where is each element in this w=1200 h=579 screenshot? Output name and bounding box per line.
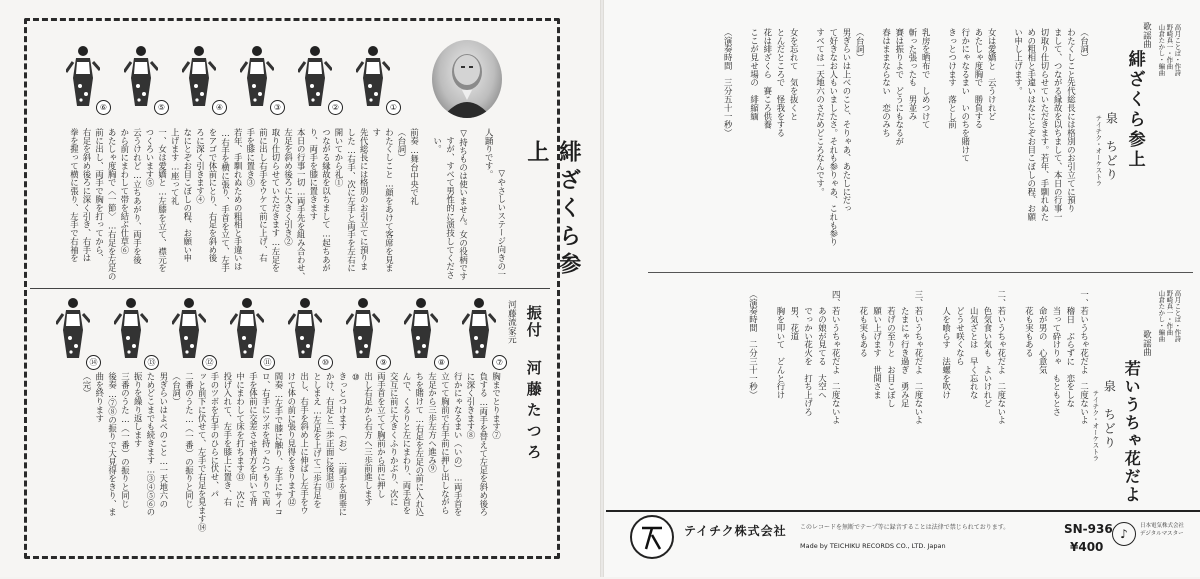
text-column: 前に出し右手をウケて前に上げ、右 xyxy=(258,128,269,263)
text-column: まして、つながる縁故を以ちまして、本日の行事一 xyxy=(1053,28,1064,221)
text-column: 後奏…⑦⑧の振りで大見得をきり、ま xyxy=(107,372,118,517)
song2-singer: 泉 ちどり xyxy=(1102,380,1117,450)
text-column: をアゴで体前にとり、右足を斜め後 xyxy=(207,128,218,263)
text-column: （台詞） xyxy=(396,128,407,162)
text-column: とんだところで 怪我をする xyxy=(775,28,786,138)
text-column: 色気食い気も よいけれど xyxy=(982,290,993,408)
text-column: （台詞） xyxy=(855,28,866,62)
text-column: つくろいます⑤ xyxy=(144,128,155,187)
text-column: 開いてから礼① xyxy=(333,128,344,187)
text-column: 負する…両手を替えて左足を斜め後ろ xyxy=(478,372,489,517)
song-divider xyxy=(648,272,1193,273)
choreographer-portrait xyxy=(432,40,502,118)
text-column: （演奏時間 三分五十一秒） xyxy=(723,28,734,138)
text-column: 一、女は愛嬌と…左膝を立て、襟元を xyxy=(157,128,168,273)
figure-number: ⑩ xyxy=(318,355,333,370)
text-column: 山気ざとは 早く忘れな xyxy=(969,290,980,400)
text-column: すべては一天地六のさだめどころなんです。 xyxy=(815,28,826,196)
text-column: 二番のうた…（一番）の振りと同じ xyxy=(184,372,195,508)
text-column: 胸を叩いて どんと行け xyxy=(775,290,786,400)
text-column: 先代総長には格別のお引立てに預りま xyxy=(359,128,370,271)
text-column: 四、若いうちゃ花だよ 二度ないよ xyxy=(831,290,842,425)
song2-title: 若いうちゃ花だよ xyxy=(1122,360,1142,504)
text-column: 前奏…舞台中央で礼 xyxy=(409,128,420,206)
text-column: て好きなお人もいましたさ。それも参りゃあ、これも参り xyxy=(828,28,839,247)
text-column: 春はままならない 恋のみち xyxy=(881,28,892,138)
figure-number: ⑭ xyxy=(86,355,101,370)
text-column: 立てて胸前で右手前に押し出しながら xyxy=(440,372,451,515)
song1-singer: 泉 ちどり xyxy=(1104,112,1119,182)
text-column: から前にまわして帯を結ぶ仕草⑥ xyxy=(119,128,130,254)
text-column: わたくしこと…顔をあけて客席を見ま xyxy=(384,128,395,273)
text-column: 中にまわして床を打ちます⑬ 次に xyxy=(235,372,246,508)
text-column: い申し上げます。 xyxy=(1013,28,1024,96)
text-column: ちを賭けて…右足を左足の前に入れ込 xyxy=(414,372,425,517)
text-column: （完） xyxy=(81,372,92,398)
dancer-figure-icon xyxy=(182,44,216,114)
figure-number: ① xyxy=(386,100,401,115)
text-column: 間奏…左手で膝に触り、左手にサイコ xyxy=(273,372,284,517)
text-column: 左足を斜め後ろに大きく引き② xyxy=(283,128,294,246)
text-column: 交互に前に大きくふりかぶり、次に xyxy=(389,372,400,507)
text-column: どうせ咲くなら xyxy=(955,290,966,366)
text-column: 若げの至りと お目こぼし xyxy=(886,290,897,408)
dancer-figure-icon xyxy=(298,44,332,114)
text-column: 女を忘れて 気を抜くと xyxy=(789,28,800,121)
text-column: 曲を終ります xyxy=(94,372,105,423)
text-column: り、両手を膝に置きます xyxy=(308,128,319,221)
figure-number: ⑧ xyxy=(434,355,449,370)
figure-number: ⑦ xyxy=(492,355,507,370)
dancer-figure-icon xyxy=(404,296,438,366)
text-column: 取り仕切らせていただきます…左足を xyxy=(270,128,281,273)
text-column: 花も実もある xyxy=(1024,290,1035,358)
text-column: たまにゃ行き過ぎ 勇み足 xyxy=(900,290,911,408)
text-column: 願い上げます 世間さま xyxy=(872,290,883,400)
text-column: きっとつけます（お）…両手を前垂に xyxy=(337,372,348,517)
text-column: 斬った張ったも 男並み xyxy=(907,28,918,121)
text-column: …右手を横に張り、手首を立て、左手 xyxy=(220,128,231,273)
text-column: 前に出し、両手で胸を打ってから、 xyxy=(94,128,105,263)
text-column: 手を体前に交差させ背方を向いて背 xyxy=(248,372,259,507)
text-column: 上げます…座って礼 xyxy=(170,128,181,206)
text-column: した…右手、次に左手と両手を左右に xyxy=(346,128,357,273)
text-column: 両手首を立てて胸前から前に押し xyxy=(376,372,387,498)
text-column: でっかい花火を 打ち上げろ xyxy=(803,290,814,416)
text-column: 女は愛嬌と 云うけれど xyxy=(987,28,998,121)
price: ¥400 xyxy=(1070,540,1104,554)
text-column: 稽日 ぶらずに 恋をしな xyxy=(1065,290,1076,408)
text-column: ろに深く引きます④ xyxy=(195,128,206,204)
music-note-icon: ♪ xyxy=(1112,522,1136,546)
intro-line: すが、すべて男性的に演技してくださ xyxy=(445,128,456,280)
text-column: あたしゃ度胸で 勝負する xyxy=(973,28,984,129)
teichiku-logo-icon xyxy=(630,515,674,559)
song2-genre: 歌謡曲 xyxy=(1141,330,1152,357)
text-column: あの娘が見てる 大空へ xyxy=(817,290,828,400)
dancer-figure-icon xyxy=(124,44,158,114)
section-divider xyxy=(30,288,550,289)
dancer-figure-icon xyxy=(172,296,206,366)
figure-number: ⑤ xyxy=(154,100,169,115)
text-column: 男、花道 xyxy=(789,290,800,341)
text-column: ためどこまでも続きます…③④⑤⑥の xyxy=(145,372,156,517)
text-column: 一、若いうちゃ花だよ 二度ないよ xyxy=(1079,290,1090,425)
intro-notes xyxy=(470,128,520,283)
text-column: けて体の前に張り見得をきります⑫ xyxy=(286,372,297,507)
text-column: 当って砕けりゃ もともとさ xyxy=(1051,290,1062,416)
text-column: 右足を斜め後ろに深く引き、右手は xyxy=(81,128,92,263)
dancer-figure-icon xyxy=(230,296,264,366)
dancer-figure-icon xyxy=(356,44,390,114)
made-by-text: Made by TEICHIKU RECORDS CO., LTD. Japan xyxy=(800,542,946,550)
choreographer-name: 河藤たつろ xyxy=(524,360,543,465)
text-column: 切取り仕切らせていただきます。若年、手馴れぬた xyxy=(1039,28,1050,221)
choreo-label: 振付 xyxy=(524,305,543,339)
text-column: 出し、右手を斜め上に伸ばし左手をウ xyxy=(299,372,310,515)
text-column: 振りを繰り返します xyxy=(133,372,144,448)
text-column: 投げ入れて、左手を膝上に置き、右 xyxy=(222,372,233,507)
figure-number: ② xyxy=(328,100,343,115)
text-column: なにとぞお目こぼしの程、お願い申 xyxy=(182,128,193,263)
text-column: 拳を握って横に張り、左手で右袖を xyxy=(69,128,80,263)
text-column: めの粗相と手違いはなにとぞお目こぼしの程、お願 xyxy=(1026,28,1037,221)
side-note: 日本電気株式会社 デジタルマスター xyxy=(1140,523,1185,537)
song1-orchestra: テイチク・オーケストラ xyxy=(1094,115,1103,187)
text-column: 花も実もある xyxy=(858,290,869,358)
text-column: 胸までとります⑦ xyxy=(491,372,502,440)
dancer-figure-icon xyxy=(240,44,274,114)
text-column: （演奏時間 二分三十一秒） xyxy=(748,290,759,400)
dancer-figure-icon xyxy=(66,44,100,114)
song1-title: 緋ざくら参上 xyxy=(1124,50,1145,170)
figure-number: ⑨ xyxy=(376,355,391,370)
text-column: わたくしこと先代総長には格別のお引立てに預り xyxy=(1066,28,1077,213)
text-column: 花は緋ざくら 賽ころ供養 xyxy=(762,28,773,129)
intro-line: い。 xyxy=(432,128,443,154)
catalog-number: SN-936 xyxy=(1064,522,1113,536)
text-column: 二、若いうちゃ花だよ 二度ないよ xyxy=(996,290,1007,425)
song1-credit: 山倉たかし・編曲 xyxy=(1157,24,1166,76)
song2-orchestra: テイチク・オーケストラ xyxy=(1091,390,1100,462)
song2-credit: 野崎真一・作曲 xyxy=(1165,290,1174,336)
text-column: ッと前下に伏せて、左手で右足を見ます⑭ xyxy=(197,372,208,532)
song2-credit: 高月ことば・作詩 xyxy=(1173,290,1182,342)
text-column: 云うけれど…立ちあがり、両手を後 xyxy=(132,128,143,264)
text-column: 三番のうた…（一番）の振りと同じ xyxy=(120,372,131,508)
text-column: 若年、手馴れぬための粗相と手違いは xyxy=(233,128,244,271)
text-column: 乳房を晒布で しめつけて xyxy=(921,28,932,129)
text-column: （台詞） xyxy=(1079,28,1090,62)
song2-credit: 山倉たかし・編曲 xyxy=(1157,290,1166,342)
text-column: に深く引きます⑧ xyxy=(465,372,476,440)
figure-number: ⑪ xyxy=(260,355,275,370)
text-column: ここが見せ場の 緋縮緬 xyxy=(749,28,760,121)
portrait-photo-icon xyxy=(432,40,502,118)
song1-credit: 野崎真一・作曲 xyxy=(1165,24,1174,70)
company-name: テイチク株式会社 xyxy=(684,524,787,538)
text-column: （台詞） xyxy=(171,372,182,406)
text-column: 左足から三歩左方へ進み⑨ xyxy=(427,372,438,473)
text-column: 出し右足から右方へ三歩前進します xyxy=(363,372,374,507)
dancer-figure-icon xyxy=(346,296,380,366)
dancer-figure-icon xyxy=(288,296,322,366)
text-column: 男ぎらいはよべのこと…一天地六の xyxy=(158,372,169,508)
text-column: つながる縁故を以ちまして…起ちあが xyxy=(321,128,332,273)
text-column: 人を喰らす 法螺を吹け xyxy=(941,290,952,400)
dancer-figure-icon xyxy=(462,296,496,366)
text-column: 三、若いうちゃ花だよ 二度ないよ xyxy=(913,290,924,425)
intro-line: ▽やさしいステージ向きの一人踊りです。 xyxy=(484,128,507,279)
text-column: 男ぎらいは上べのこと、そりゃあ、あたしにだっ xyxy=(841,28,852,213)
copyright-notice: このレコードを無断でテープ等に録音することは法律で禁じられております。 xyxy=(800,524,1010,531)
intro-line: ▽持ちものは使いません。女の役柄です xyxy=(458,128,469,281)
text-column: きっとつけます 落とし前 xyxy=(947,28,958,129)
text-column: ⑩ xyxy=(350,372,361,382)
text-column: す xyxy=(371,128,382,137)
choreographer-school: 河藤流家元 xyxy=(506,300,517,344)
text-column: ロ、右手にツボを持ったつもりで両 xyxy=(261,372,272,507)
figure-number: ⑫ xyxy=(202,355,217,370)
text-column: 命が男の 心意気 xyxy=(1038,290,1049,374)
page-title: 緋ざくら参上 xyxy=(523,140,582,280)
figure-number: ④ xyxy=(212,100,227,115)
text-column: 手のツボを右手のひらに伏せ、パ xyxy=(209,372,220,498)
song1-credit: 高月ことば・作詩 xyxy=(1173,24,1182,76)
song1-genre: 歌謡曲 xyxy=(1141,22,1152,49)
text-column: あたしゃ度胸で〈一節〉…右足を左足の xyxy=(107,128,118,281)
text-column: んで、くるりと左にまわり、両手首を xyxy=(401,372,412,515)
text-column: としまえ…左足を上げて二歩右足を xyxy=(312,372,323,508)
dancer-figure-icon xyxy=(114,296,148,366)
text-column: 本日の行事一切…両手先を組み合わせ、 xyxy=(296,128,307,281)
figure-number: ⑬ xyxy=(144,355,159,370)
text-column: 賽は振りよで どうにもなるが xyxy=(894,28,905,146)
text-column: 手を膝に置き③ xyxy=(245,128,256,187)
figure-number: ⑥ xyxy=(96,100,111,115)
text-column: 行かにゃなるまい いのちを賭けて xyxy=(960,28,971,163)
figure-number: ③ xyxy=(270,100,285,115)
text-column: かけ、右足と二歩正面に後退⑪ xyxy=(325,372,336,490)
dancer-figure-icon xyxy=(56,296,90,366)
text-column: 行かにゃなるまい（いの）…両手首を xyxy=(453,372,464,517)
